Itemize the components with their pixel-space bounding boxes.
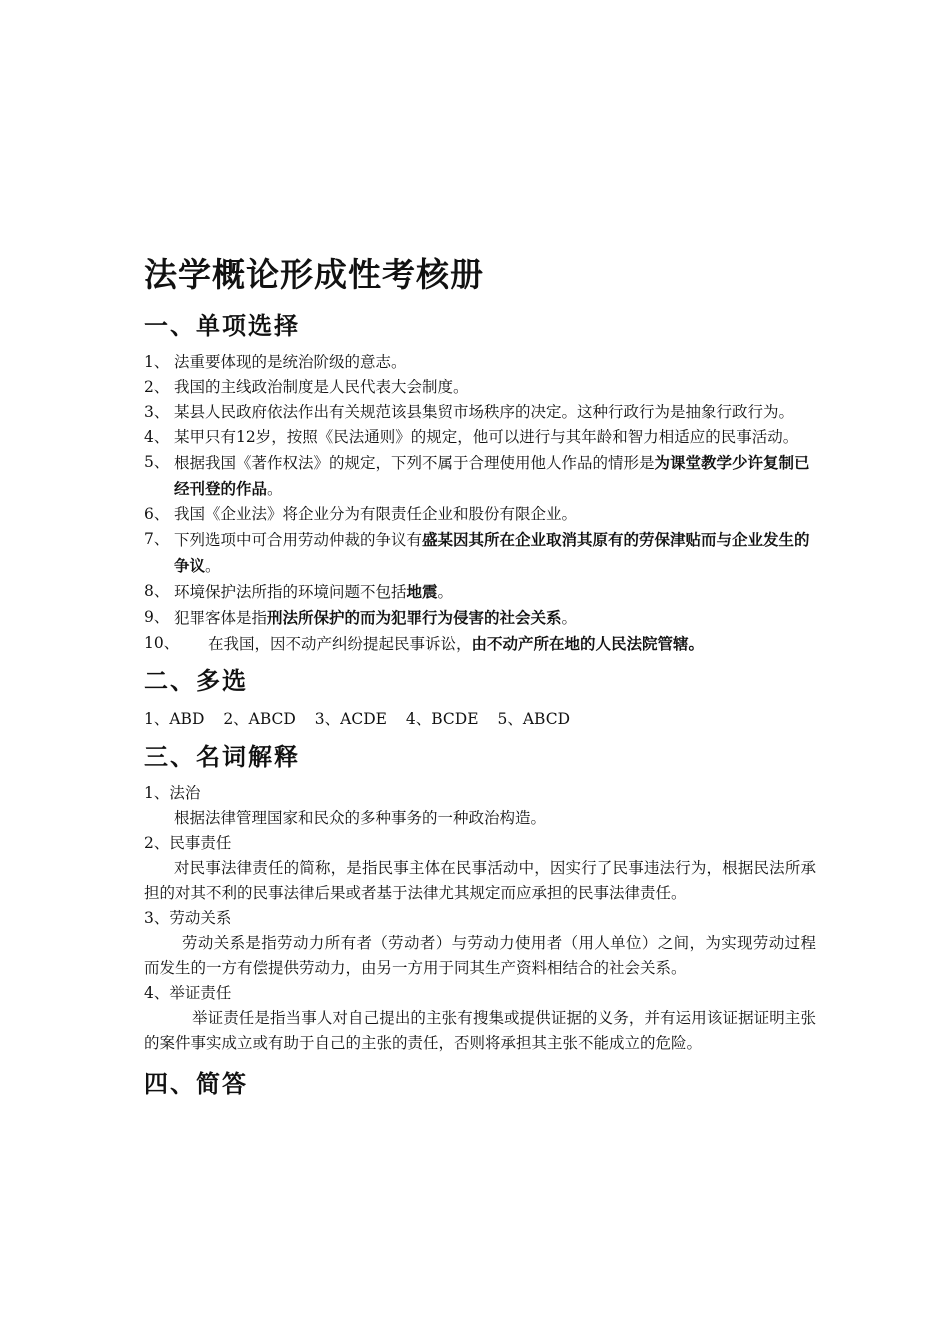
section-heading-multiple-choice: 二、多选 <box>144 667 248 695</box>
item-text: 下列选项中可合用劳动仲裁的争议有 <box>174 531 423 549</box>
list-item <box>144 425 816 450</box>
answer: 4、BCDE <box>405 710 479 728</box>
multiple-choice-answers <box>144 705 816 733</box>
term-label: 1、法治 <box>144 784 201 802</box>
item-tail: 。 <box>205 557 221 575</box>
list-item <box>144 579 816 605</box>
item-number: 8、 <box>144 582 170 600</box>
item-text: 某县人民政府依法作出有关规范该县集贸市场秩序的决定。这种行政行为是抽象行政行为。 <box>174 403 795 421</box>
term-label: 4、举证责任 <box>144 984 232 1002</box>
term-definition: 举证责任是指当事人对自己提出的主张有搜集或提供证据的义务，并有运用该证据证明主张的案件事实成立或有助于自己的主张的责任，否则将承担其主张不能成立的危险。 <box>144 1009 816 1052</box>
single-choice-list <box>144 350 816 657</box>
list-item <box>144 450 816 502</box>
item-answer: 为课堂教学少许复制已经刊登的作品 <box>174 453 810 498</box>
list-item <box>144 375 816 400</box>
term-label: 3、劳动关系 <box>144 909 232 927</box>
item-number: 4、 <box>144 428 170 446</box>
item-answer: 地震 <box>406 582 438 601</box>
item-number: 3、 <box>144 403 170 421</box>
item-answer: 盛某因其所在企业取消其原有的劳保津贴而与企业发生的争议 <box>174 530 810 575</box>
section-heading-short-answer: 四、简答 <box>144 1070 248 1098</box>
item-number: 2、 <box>144 378 170 396</box>
item-answer: 由不动产所在地的人民法院管辖。 <box>471 634 705 653</box>
list-item <box>144 527 816 579</box>
answer: 2、ABCD <box>223 710 296 728</box>
item-number: 7、 <box>144 530 170 548</box>
answer: 3、ACDE <box>314 710 387 728</box>
term-definition: 劳动关系是指劳动力所有者（劳动者）与劳动力使用者（用人单位）之间，为实现劳动过程而发生的一方有偿提供劳动力，由另一方用于同其生产资料相结合的社会关系。 <box>144 934 816 977</box>
item-tail: 。 <box>437 583 454 601</box>
document-page <box>144 252 816 1108</box>
list-item <box>144 350 816 375</box>
item-text: 我国的主线政治制度是人民代表大会制度。 <box>174 378 469 396</box>
item-text: 法重要体现的是统治阶级的意志。 <box>174 353 407 371</box>
term-label: 2、民事责任 <box>144 834 232 852</box>
section-heading-single-choice: 一、单项选择 <box>144 312 300 340</box>
term-definition: 对民事法律责任的简称，是指民事主体在民事活动中，因实行了民事违法行为，根据民法所承担的对其不利的民事法律后果或者基于法律尤其规定而应承担的民事法律责任。 <box>144 859 816 902</box>
item-text: 在我国，因不动产纠纷提起民事诉讼， <box>208 635 472 653</box>
term-definition: 根据法律管理国家和民众的多种事务的一种政治构造。 <box>174 809 547 827</box>
item-number: 9、 <box>144 608 170 626</box>
item-text: 根据我国《著作权法》的规定，下列不属于合理使用他人作品的情形是 <box>174 454 655 472</box>
list-item <box>144 605 816 631</box>
document-title: 法学概论形成性考核册 <box>144 255 484 294</box>
section-heading-terms: 三、名词解释 <box>144 743 300 771</box>
list-item <box>144 502 816 527</box>
item-number: 1、 <box>144 353 170 371</box>
terms-list <box>144 781 816 1056</box>
item-answer: 刑法所保护的而为犯罪行为侵害的社会关系 <box>267 608 562 627</box>
item-tail: 。 <box>267 480 283 498</box>
item-number: 6、 <box>144 505 170 523</box>
item-text: 某甲只有12岁，按照《民法通则》的规定，他可以进行与其年龄和智力相适应的民事活动。 <box>174 428 799 446</box>
item-number: 5、 <box>144 453 170 471</box>
list-item <box>144 631 816 657</box>
item-text: 环境保护法所指的环境问题不包括 <box>174 583 407 601</box>
answer: 1、ABD <box>144 710 205 728</box>
item-tail: 。 <box>561 609 578 627</box>
item-text: 我国《企业法》将企业分为有限责任企业和股份有限企业。 <box>174 505 578 523</box>
answer: 5、ABCD <box>497 710 571 728</box>
item-number: 10、 <box>144 634 180 652</box>
list-item <box>144 400 816 425</box>
item-text: 犯罪客体是指 <box>174 609 268 627</box>
